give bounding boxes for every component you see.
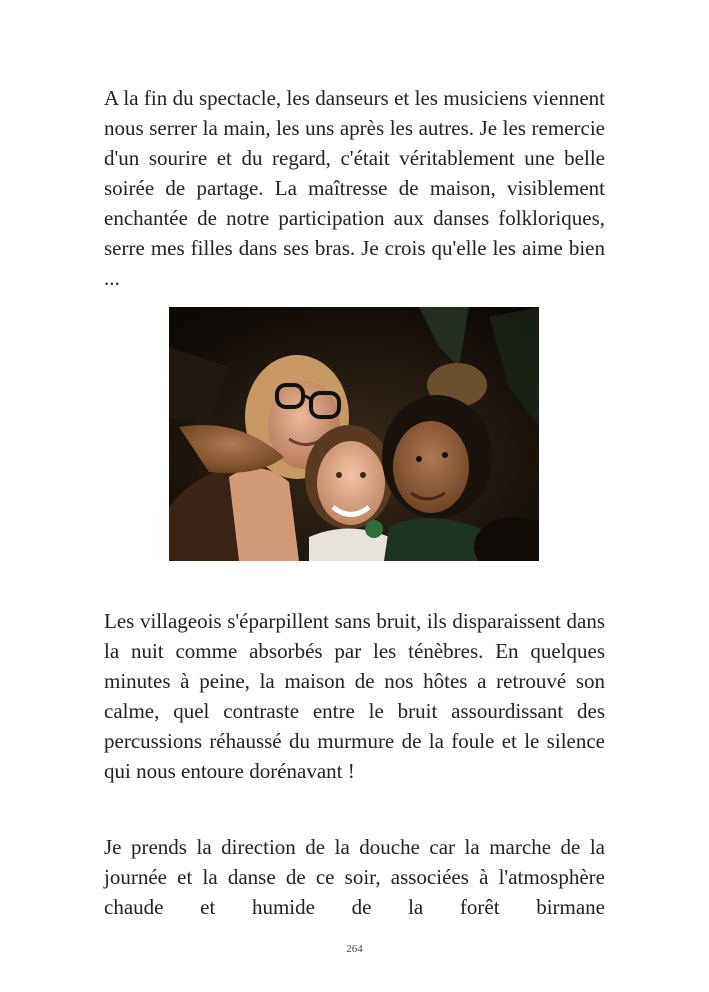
- photo-girls-with-host: [169, 307, 539, 561]
- page-number: 264: [346, 943, 363, 955]
- paragraph-1: A la fin du spectacle, les danseurs et les musiciens viennent nous serrer la main, les uns après les autres. Je les remercie d'un sourire et du regard, c'était véritablement une belle soirée de partage. La maîtresse de maison, visiblement enchantée de notre participation aux danses folkloriques, serre mes filles dans ses bras. Je crois qu'elle les aime bien ...: [104, 86, 605, 290]
- paragraph-3: Je prends la direction de la douche car la marche de la journée et la danse de ce soir, associées à l'atmosphère chaude et humide de la forêt birmane: [104, 835, 605, 919]
- paragraph-2: Les villageois s'éparpillent sans bruit, ils disparaissent dans la nuit comme absorbés par les ténèbres. En quelques minutes à peine, la maison de nos hôtes a retrouvé son calme, quel contraste entre le bruit assourdissant des percussions réhaussé du murmure de la foule et le silence qui nous entoure dorénavant !: [104, 609, 605, 783]
